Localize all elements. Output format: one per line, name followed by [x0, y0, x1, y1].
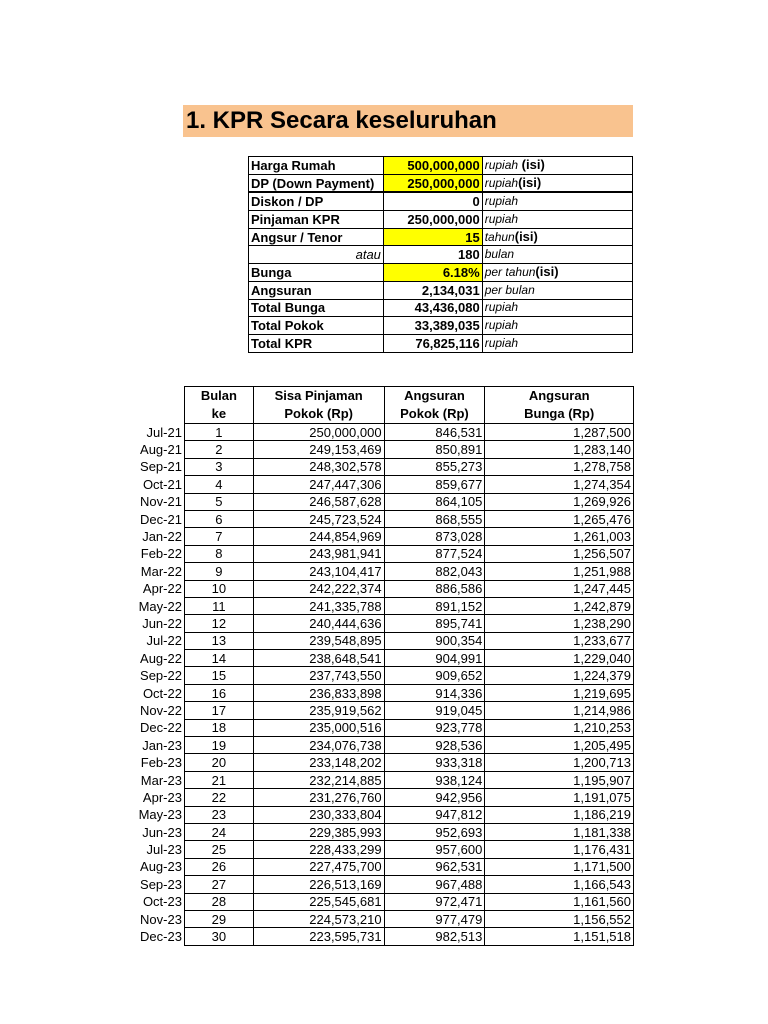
summary-unit: tahun — [484, 230, 515, 245]
row-angsuran-bunga: 1,191,075 — [485, 789, 634, 806]
table-row — [128, 424, 634, 441]
row-date: Aug-21 — [128, 441, 184, 458]
row-date: Sep-23 — [128, 876, 184, 893]
row-sisa-pinjaman: 234,076,738 — [253, 737, 384, 754]
row-sisa-pinjaman: 246,587,628 — [253, 493, 384, 510]
table-row — [128, 458, 634, 475]
header-line1: Sisa Pinjaman — [274, 388, 363, 403]
row-date: Dec-22 — [128, 719, 184, 736]
row-bulan-ke: 7 — [184, 528, 253, 545]
row-angsuran-bunga: 1,161,560 — [485, 893, 634, 910]
table-row — [128, 493, 634, 510]
row-bulan-ke: 1 — [184, 424, 253, 441]
row-bulan-ke: 23 — [184, 806, 253, 823]
row-angsuran-pokok: 972,471 — [384, 893, 485, 910]
table-row — [128, 876, 634, 893]
row-sisa-pinjaman: 243,981,941 — [253, 545, 384, 562]
summary-value[interactable]: 250,000,000 — [383, 174, 482, 192]
header-line2: ke — [211, 406, 227, 421]
row-date: Apr-22 — [128, 580, 184, 597]
row-date: Feb-23 — [128, 754, 184, 771]
row-angsuran-bunga: 1,214,986 — [485, 702, 634, 719]
row-sisa-pinjaman: 247,447,306 — [253, 476, 384, 493]
row-bulan-ke: 12 — [184, 615, 253, 632]
row-angsuran-pokok: 895,741 — [384, 615, 485, 632]
row-angsuran-pokok: 982,513 — [384, 928, 485, 945]
summary-label: DP (Down Payment) — [249, 174, 384, 192]
table-row — [128, 771, 634, 788]
summary-row — [249, 317, 633, 335]
row-angsuran-pokok: 873,028 — [384, 528, 485, 545]
row-date: Jan-22 — [128, 528, 184, 545]
row-sisa-pinjaman: 229,385,993 — [253, 823, 384, 840]
header-line2: Pokok (Rp) — [284, 406, 353, 421]
summary-row — [249, 246, 633, 264]
table-row — [128, 737, 634, 754]
row-angsuran-pokok: 952,693 — [384, 823, 485, 840]
summary-label: Harga Rumah — [249, 157, 384, 175]
summary-label: Bunga — [249, 264, 384, 282]
title-band — [183, 105, 633, 137]
row-bulan-ke: 24 — [184, 823, 253, 840]
row-bulan-ke: 26 — [184, 858, 253, 875]
row-bulan-ke: 13 — [184, 632, 253, 649]
summary-row — [249, 264, 633, 282]
summary-unit-cell — [482, 264, 632, 282]
row-bulan-ke: 11 — [184, 597, 253, 614]
row-sisa-pinjaman: 233,148,202 — [253, 754, 384, 771]
row-angsuran-bunga: 1,176,431 — [485, 841, 634, 858]
row-angsuran-pokok: 967,488 — [384, 876, 485, 893]
header-bulan-ke — [184, 387, 253, 424]
row-bulan-ke: 16 — [184, 684, 253, 701]
row-bulan-ke: 27 — [184, 876, 253, 893]
table-row — [128, 528, 634, 545]
table-row — [128, 928, 634, 945]
row-bulan-ke: 6 — [184, 510, 253, 527]
row-angsuran-bunga: 1,242,879 — [485, 597, 634, 614]
row-angsuran-pokok: 928,536 — [384, 737, 485, 754]
table-row — [128, 615, 634, 632]
summary-unit: rupiah — [484, 335, 519, 350]
row-angsuran-bunga: 1,256,507 — [485, 545, 634, 562]
table-row — [128, 754, 634, 771]
row-sisa-pinjaman: 250,000,000 — [253, 424, 384, 441]
row-angsuran-pokok: 962,531 — [384, 858, 485, 875]
row-angsuran-pokok: 855,273 — [384, 458, 485, 475]
row-bulan-ke: 25 — [184, 841, 253, 858]
header-angsuran-pokok — [384, 387, 485, 424]
table-row — [128, 893, 634, 910]
summary-label: Angsuran — [249, 281, 384, 299]
row-angsuran-pokok: 942,956 — [384, 789, 485, 806]
summary-value: 180 — [383, 246, 482, 264]
summary-unit-cell — [482, 157, 632, 175]
row-sisa-pinjaman: 231,276,760 — [253, 789, 384, 806]
summary-label: Total KPR — [249, 334, 384, 352]
table-row — [128, 650, 634, 667]
row-bulan-ke: 15 — [184, 667, 253, 684]
summary-label: Diskon / DP — [249, 192, 384, 210]
row-sisa-pinjaman: 248,302,578 — [253, 458, 384, 475]
summary-isi-note: (isi) — [518, 175, 542, 191]
summary-value: 76,825,116 — [383, 334, 482, 352]
row-date: May-23 — [128, 806, 184, 823]
table-row — [128, 702, 634, 719]
row-angsuran-pokok: 914,336 — [384, 684, 485, 701]
row-date: Aug-23 — [128, 858, 184, 875]
row-sisa-pinjaman: 245,723,524 — [253, 510, 384, 527]
row-sisa-pinjaman: 228,433,299 — [253, 841, 384, 858]
row-date: Apr-23 — [128, 789, 184, 806]
row-sisa-pinjaman: 239,548,895 — [253, 632, 384, 649]
row-sisa-pinjaman: 241,335,788 — [253, 597, 384, 614]
table-row — [128, 597, 634, 614]
row-date: Nov-22 — [128, 702, 184, 719]
row-date: May-22 — [128, 597, 184, 614]
row-angsuran-pokok: 900,354 — [384, 632, 485, 649]
row-bulan-ke: 20 — [184, 754, 253, 771]
row-sisa-pinjaman: 230,333,804 — [253, 806, 384, 823]
row-sisa-pinjaman: 237,743,550 — [253, 667, 384, 684]
row-bulan-ke: 18 — [184, 719, 253, 736]
summary-unit-cell — [482, 299, 632, 317]
summary-label: atau — [249, 246, 384, 264]
summary-table — [248, 156, 633, 353]
row-date: Jul-23 — [128, 841, 184, 858]
row-bulan-ke: 10 — [184, 580, 253, 597]
table-row — [128, 563, 634, 580]
row-angsuran-pokok: 919,045 — [384, 702, 485, 719]
row-angsuran-pokok: 850,891 — [384, 441, 485, 458]
summary-unit-cell — [482, 281, 632, 299]
row-angsuran-pokok: 868,555 — [384, 510, 485, 527]
row-angsuran-pokok: 859,677 — [384, 476, 485, 493]
page-title: 1. KPR Secara keseluruhan — [186, 107, 497, 134]
row-date: Mar-22 — [128, 563, 184, 580]
header-line2: Pokok (Rp) — [400, 406, 469, 421]
row-angsuran-pokok: 977,479 — [384, 910, 485, 927]
row-angsuran-bunga: 1,210,253 — [485, 719, 634, 736]
row-date: Jun-23 — [128, 823, 184, 840]
summary-row — [249, 228, 633, 246]
row-bulan-ke: 19 — [184, 737, 253, 754]
row-sisa-pinjaman: 235,919,562 — [253, 702, 384, 719]
header-angsuran-bunga — [485, 387, 634, 424]
row-date: Jan-23 — [128, 737, 184, 754]
summary-unit: per bulan — [484, 282, 535, 297]
row-angsuran-pokok: 882,043 — [384, 563, 485, 580]
table-row — [128, 823, 634, 840]
row-sisa-pinjaman: 242,222,374 — [253, 580, 384, 597]
summary-isi-note: (isi) — [514, 229, 538, 245]
row-angsuran-pokok: 957,600 — [384, 841, 485, 858]
header-date-spacer — [128, 387, 184, 424]
row-date: Jun-22 — [128, 615, 184, 632]
header-line2: Bunga (Rp) — [524, 406, 595, 421]
summary-label: Angsur / Tenor — [249, 228, 384, 246]
summary-unit-cell — [482, 317, 632, 335]
row-sisa-pinjaman: 223,595,731 — [253, 928, 384, 945]
table-row — [128, 719, 634, 736]
row-date: Dec-21 — [128, 510, 184, 527]
row-sisa-pinjaman: 227,475,700 — [253, 858, 384, 875]
row-date: Oct-23 — [128, 893, 184, 910]
row-bulan-ke: 8 — [184, 545, 253, 562]
table-row — [128, 580, 634, 597]
summary-value: 0 — [383, 192, 482, 210]
row-angsuran-bunga: 1,156,552 — [485, 910, 634, 927]
row-bulan-ke: 28 — [184, 893, 253, 910]
row-date: Mar-23 — [128, 771, 184, 788]
header-line1: Angsuran — [528, 388, 590, 403]
row-angsuran-bunga: 1,233,677 — [485, 632, 634, 649]
row-bulan-ke: 5 — [184, 493, 253, 510]
header-line1: Bulan — [200, 388, 237, 403]
row-angsuran-bunga: 1,195,907 — [485, 771, 634, 788]
summary-unit-cell — [482, 334, 632, 352]
table-row — [128, 441, 634, 458]
table-row — [128, 684, 634, 701]
summary-unit: rupiah — [484, 211, 519, 226]
row-angsuran-pokok: 909,652 — [384, 667, 485, 684]
summary-unit-cell — [482, 211, 632, 229]
summary-value: 33,389,035 — [383, 317, 482, 335]
row-angsuran-bunga: 1,166,543 — [485, 876, 634, 893]
row-date: Sep-22 — [128, 667, 184, 684]
table-row — [128, 510, 634, 527]
row-sisa-pinjaman: 244,854,969 — [253, 528, 384, 545]
row-angsuran-pokok: 886,586 — [384, 580, 485, 597]
summary-value: 43,436,080 — [383, 299, 482, 317]
row-bulan-ke: 2 — [184, 441, 253, 458]
row-angsuran-pokok: 904,991 — [384, 650, 485, 667]
row-angsuran-pokok: 947,812 — [384, 806, 485, 823]
table-row — [128, 858, 634, 875]
row-angsuran-bunga: 1,224,379 — [485, 667, 634, 684]
summary-value[interactable]: 6.18% — [383, 264, 482, 282]
summary-unit: bulan — [484, 247, 515, 262]
row-angsuran-bunga: 1,247,445 — [485, 580, 634, 597]
summary-unit: rupiah — [484, 194, 519, 209]
table-row — [128, 910, 634, 927]
row-date: Nov-21 — [128, 493, 184, 510]
summary-unit: rupiah — [484, 176, 519, 191]
summary-row — [249, 211, 633, 229]
row-date: Nov-23 — [128, 910, 184, 927]
row-sisa-pinjaman: 232,214,885 — [253, 771, 384, 788]
summary-row — [249, 334, 633, 352]
summary-value: 250,000,000 — [383, 211, 482, 229]
table-row — [128, 789, 634, 806]
row-angsuran-bunga: 1,205,495 — [485, 737, 634, 754]
summary-row — [249, 192, 633, 210]
schedule-header-row — [128, 387, 634, 424]
table-row — [128, 545, 634, 562]
row-angsuran-bunga: 1,219,695 — [485, 684, 634, 701]
row-bulan-ke: 29 — [184, 910, 253, 927]
row-sisa-pinjaman: 226,513,169 — [253, 876, 384, 893]
row-bulan-ke: 9 — [184, 563, 253, 580]
summary-row — [249, 157, 633, 175]
table-row — [128, 806, 634, 823]
summary-unit-cell — [482, 174, 632, 192]
summary-label: Total Pokok — [249, 317, 384, 335]
summary-value[interactable]: 15 — [383, 228, 482, 246]
summary-label: Pinjaman KPR — [249, 211, 384, 229]
summary-isi-note: (isi) — [518, 157, 545, 173]
row-angsuran-bunga: 1,283,140 — [485, 441, 634, 458]
summary-value: 2,134,031 — [383, 281, 482, 299]
row-angsuran-bunga: 1,278,758 — [485, 458, 634, 475]
row-angsuran-bunga: 1,186,219 — [485, 806, 634, 823]
row-bulan-ke: 17 — [184, 702, 253, 719]
summary-unit: per tahun — [484, 265, 536, 280]
summary-unit: rupiah — [484, 300, 519, 315]
table-row — [128, 476, 634, 493]
row-bulan-ke: 14 — [184, 650, 253, 667]
row-angsuran-bunga: 1,181,338 — [485, 823, 634, 840]
row-date: Oct-22 — [128, 684, 184, 701]
row-angsuran-bunga: 1,265,476 — [485, 510, 634, 527]
row-sisa-pinjaman: 238,648,541 — [253, 650, 384, 667]
row-sisa-pinjaman: 236,833,898 — [253, 684, 384, 701]
row-date: Feb-22 — [128, 545, 184, 562]
summary-unit: rupiah — [484, 318, 519, 333]
row-sisa-pinjaman: 235,000,516 — [253, 719, 384, 736]
table-row — [128, 632, 634, 649]
header-sisa-pinjaman — [253, 387, 384, 424]
row-bulan-ke: 4 — [184, 476, 253, 493]
row-angsuran-pokok: 846,531 — [384, 424, 485, 441]
row-bulan-ke: 30 — [184, 928, 253, 945]
row-date: Sep-21 — [128, 458, 184, 475]
row-angsuran-bunga: 1,251,988 — [485, 563, 634, 580]
row-angsuran-bunga: 1,269,926 — [485, 493, 634, 510]
row-date: Oct-21 — [128, 476, 184, 493]
row-date: Dec-23 — [128, 928, 184, 945]
row-date: Jul-21 — [128, 424, 184, 441]
row-sisa-pinjaman: 249,153,469 — [253, 441, 384, 458]
row-bulan-ke: 22 — [184, 789, 253, 806]
row-bulan-ke: 21 — [184, 771, 253, 788]
row-sisa-pinjaman: 243,104,417 — [253, 563, 384, 580]
row-angsuran-bunga: 1,229,040 — [485, 650, 634, 667]
table-row — [128, 667, 634, 684]
row-angsuran-pokok: 877,524 — [384, 545, 485, 562]
row-date: Jul-22 — [128, 632, 184, 649]
row-sisa-pinjaman: 225,545,681 — [253, 893, 384, 910]
row-angsuran-pokok: 923,778 — [384, 719, 485, 736]
header-line1: Angsuran — [404, 388, 465, 403]
summary-isi-note: (isi) — [535, 264, 559, 280]
summary-unit-cell — [482, 228, 632, 246]
summary-row — [249, 299, 633, 317]
row-angsuran-bunga: 1,274,354 — [485, 476, 634, 493]
row-angsuran-bunga: 1,171,500 — [485, 858, 634, 875]
summary-row — [249, 174, 633, 192]
row-sisa-pinjaman: 224,573,210 — [253, 910, 384, 927]
schedule-table — [128, 386, 634, 946]
summary-unit-cell — [482, 246, 632, 264]
summary-row — [249, 281, 633, 299]
row-date: Aug-22 — [128, 650, 184, 667]
row-sisa-pinjaman: 240,444,636 — [253, 615, 384, 632]
summary-unit-cell — [482, 192, 632, 210]
row-angsuran-bunga: 1,261,003 — [485, 528, 634, 545]
table-row — [128, 841, 634, 858]
row-angsuran-pokok: 933,318 — [384, 754, 485, 771]
row-angsuran-bunga: 1,151,518 — [485, 928, 634, 945]
row-angsuran-bunga: 1,200,713 — [485, 754, 634, 771]
row-angsuran-pokok: 938,124 — [384, 771, 485, 788]
row-angsuran-pokok: 864,105 — [384, 493, 485, 510]
summary-value[interactable]: 500,000,000 — [383, 157, 482, 175]
summary-label: Total Bunga — [249, 299, 384, 317]
row-bulan-ke: 3 — [184, 458, 253, 475]
row-angsuran-bunga: 1,287,500 — [485, 424, 634, 441]
summary-unit: rupiah — [484, 158, 519, 173]
row-angsuran-pokok: 891,152 — [384, 597, 485, 614]
row-angsuran-bunga: 1,238,290 — [485, 615, 634, 632]
